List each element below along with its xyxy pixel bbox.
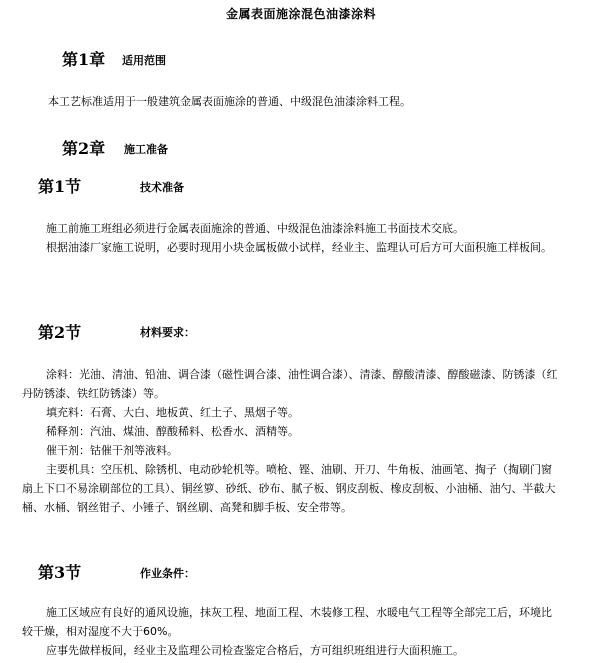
section-1-label: 第1节 bbox=[38, 177, 82, 196]
section-1-paragraph-2: 根据油漆厂家施工说明，必要时现用小块金属板做小试样，经业主、监理认可后方可大面积施工样板间。 bbox=[46, 241, 552, 254]
document-title: 金属表面施涂混色油漆涂料 bbox=[225, 7, 376, 21]
section-3-paragraph-1: 施工区域应有良好的通风设施，抹灰工程、地面工程、木装修工程、水暖电气工程等全部完工后，环境比较干燥，相对湿度不大于60%。 bbox=[22, 606, 552, 638]
chapter-2-title: 施工准备 bbox=[124, 143, 168, 156]
chapter-1-title: 适用范围 bbox=[122, 54, 166, 67]
chapter-1-label: 第1章 bbox=[62, 50, 106, 69]
section-2-label: 第2节 bbox=[38, 323, 82, 342]
section-2-paragraph-5: 主要机具：空压机、除锈机、电动砂轮机等。喷枪、铿、油刷、开刀、牛角板、油画笔、掏子（掏刷门窗扇上下口不易涂刷部位的工具）、铜丝箩、砂纸、砂布、腻子板、钢皮刮板、橡皮刮板、小油桶、油勺、半截大桶、水桶、钢丝钳子、小锤子、钢丝刷、高凳和脚手板、安全带等。 bbox=[22, 463, 556, 514]
chapter-1-paragraph: 本工艺标准适用于一般建筑金属表面施涂的普通、中级混色油漆涂料工程。 bbox=[48, 95, 411, 108]
section-2-paragraph-3: 稀释剂：汽油、煤油、醇酸稀料、松香水、酒精等。 bbox=[46, 425, 299, 438]
section-3-label: 第3节 bbox=[38, 563, 82, 582]
section-3-paragraph-2: 应事先做样板间，经业主及监理公司检查鉴定合格后，方可组织班组进行大面积施工。 bbox=[46, 644, 464, 657]
section-2-paragraph-4: 催干剂：钴催干剂等液料。 bbox=[46, 444, 178, 457]
chapter-2-label: 第2章 bbox=[62, 139, 106, 158]
section-1-title: 技术准备 bbox=[140, 181, 184, 194]
section-2-paragraph-2: 填充料：石膏、大白、地板黄、红土子、黑烟子等。 bbox=[46, 406, 299, 419]
section-3-title: 作业条件： bbox=[140, 567, 195, 580]
section-1-paragraph-1: 施工前施工班组必须进行金属表面施涂的普通、中级混色油漆涂料施工书面技术交底。 bbox=[46, 222, 464, 235]
section-2-title: 材料要求： bbox=[140, 326, 195, 339]
section-2-paragraph-1: 涂料：光油、清油、铅油、调合漆（磁性调合漆、油性调合漆）、清漆、醇酸清漆、醇酸磁漆、防锈漆（红丹防锈漆、铁红防锈漆）等。 bbox=[22, 368, 558, 400]
